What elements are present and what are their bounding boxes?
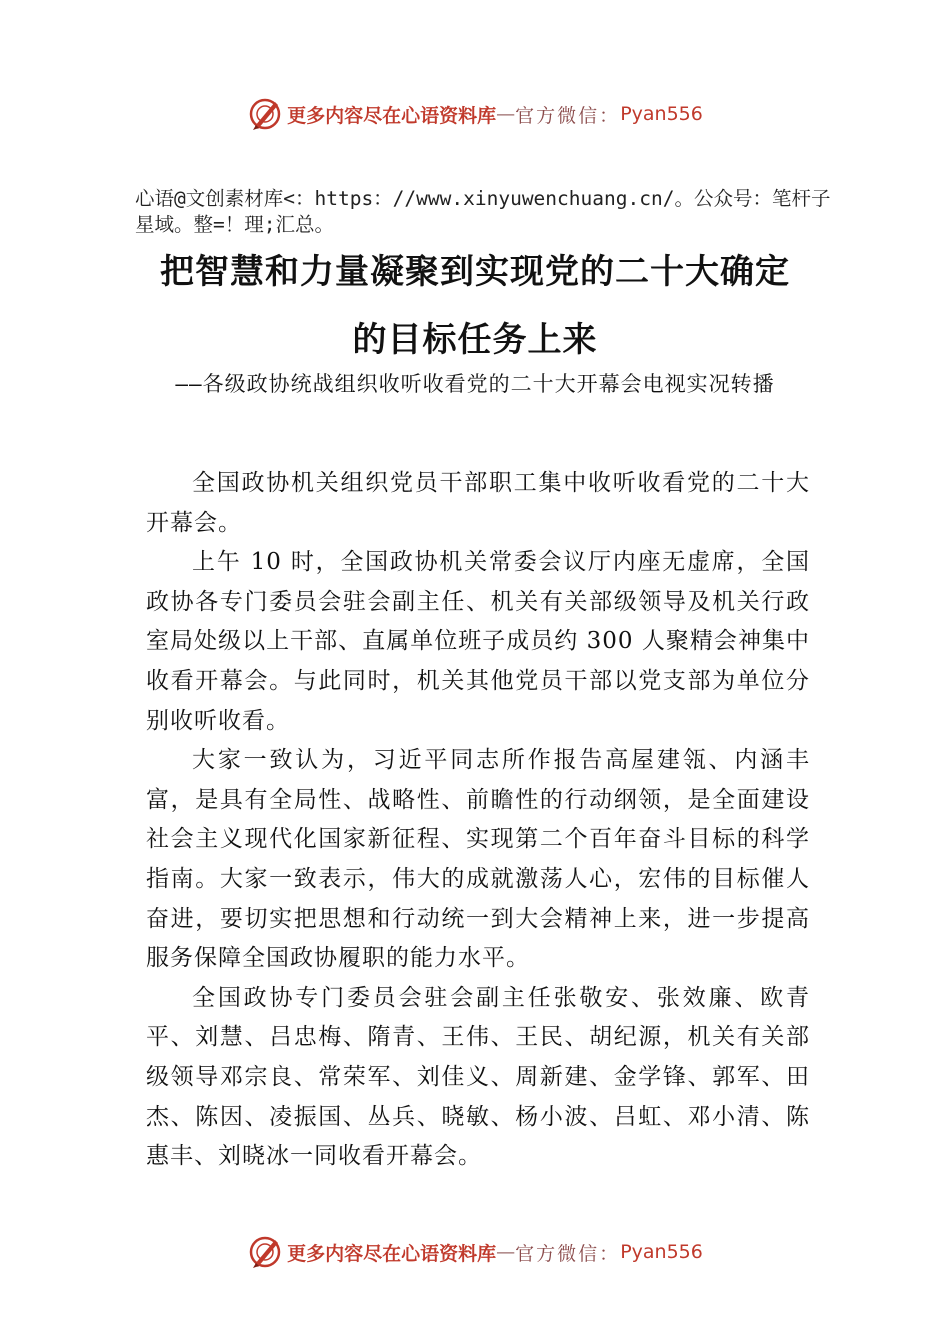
- paragraph: 全国政协机关组织党员干部职工集中收听收看党的二十大开幕会。: [146, 470, 810, 536]
- banner-brand-text: 更多内容尽在心语资料库: [287, 104, 497, 127]
- header-banner: [0, 94, 950, 134]
- banner-dash: —: [496, 1241, 516, 1263]
- banner-wechat-label: 官方微信：: [515, 104, 621, 127]
- banner-brand-text: 更多内容尽在心语资料库: [287, 1242, 497, 1265]
- doc-subtitle: ——各级政协统战组织收听收看党的二十大开幕会电视实况转播: [175, 372, 775, 396]
- paragraph: 全国政协专门委员会驻会副主任张敬安、张效廉、欧青平、刘慧、吕忠梅、隋青、王伟、王民、胡纪源，机关有关部级领导邓宗良、常荣军、刘佳义、周新建、金学锋、郭军、田杰、陈因、凌振国、丛兵、晓敏、杨小波、吕虹、邓小清、陈惠丰、刘晓冰一同收看开幕会。: [146, 984, 810, 1170]
- banner-wechat-id: Pyan556: [620, 103, 703, 125]
- paragraph: 上午 10 时，全国政协机关常委会议厅内座无虚席，全国政协各专门委员会驻会副主任、机关有关部级领导及机关行政室局处级以上干部、直属单位班子成员约 300 人聚精会神集中收看开幕会。与此同时，机关其他党员干部以党支部为单位分别收听收看。: [146, 549, 810, 734]
- banner-dash: —: [496, 103, 516, 125]
- banner-wechat-label: 官方微信：: [515, 1242, 621, 1265]
- pen-logo-icon: [247, 96, 283, 132]
- doc-title-line2: 的目标任务上来: [352, 320, 598, 360]
- paragraph: 大家一致认为，习近平同志所作报告高屋建瓴、内涵丰富，是具有全局性、战略性、前瞻性的行动纲领，是全面建设社会主义现代化国家新征程、实现第二个百年奋斗目标的科学指南。大家一致表示，伟大的成就激荡人心，宏伟的目标催人奋进，要切实把思想和行动统一到大会精神上来，进一步提高服务保障全国政协履职的能力水平。: [146, 747, 810, 972]
- footer-banner: [0, 1232, 950, 1272]
- doc-body: [146, 464, 810, 1177]
- banner-wechat-id: Pyan556: [620, 1241, 703, 1263]
- pen-logo-icon: [247, 1234, 283, 1270]
- source-line: 心语@文创素材库<：https：//www.xinyuwenchuang.cn/。公众号：笔杆子星域。整=！理;汇总。: [135, 187, 831, 236]
- doc-title-line1: 把智慧和力量凝聚到实现党的二十大确定: [160, 252, 790, 292]
